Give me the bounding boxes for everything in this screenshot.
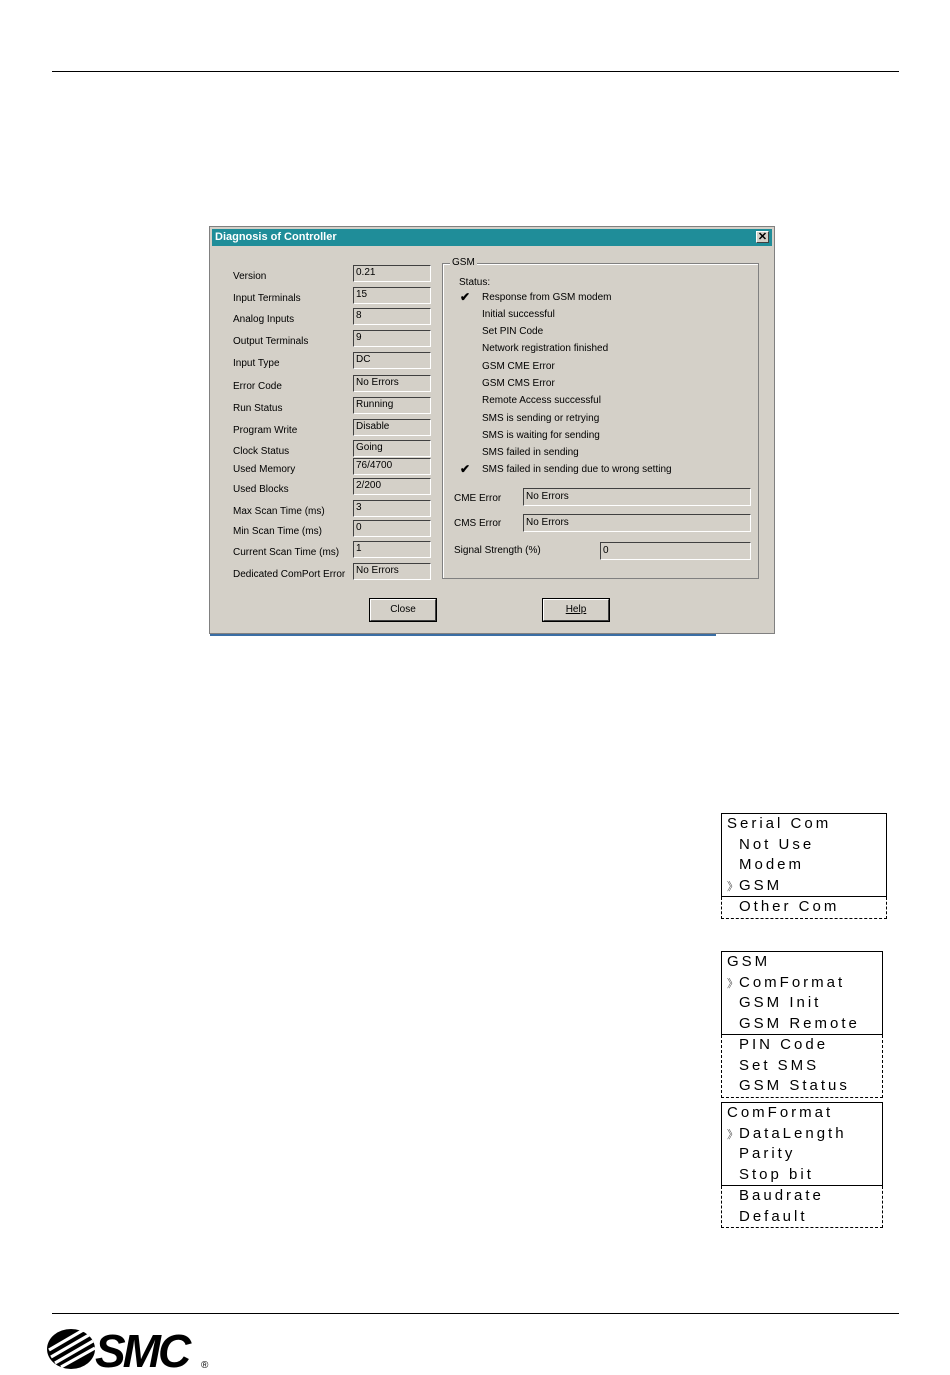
close-icon[interactable]: ✕: [757, 231, 768, 243]
lcd-menu-item-label: Set SMS: [739, 1056, 820, 1074]
lcd-menu-item-label: Baudrate: [739, 1187, 824, 1204]
field-value: 2/200: [353, 478, 431, 495]
gsm-status-item: SMS is sending or retrying: [482, 413, 600, 424]
lcd-visible-area: [721, 951, 883, 1035]
lcd-menu-item: [722, 952, 882, 973]
lcd-menu-item: [722, 993, 882, 1014]
field-value: No Errors: [353, 375, 431, 392]
diagnosis-dialog: [209, 226, 775, 634]
field-value: DC: [353, 352, 431, 369]
lcd-visible-area: [721, 1102, 883, 1186]
lcd-menu-item-label: GSM Status: [739, 1077, 850, 1094]
checkmark-icon: ✔: [460, 290, 471, 304]
gsm-status-item: Response from GSM modem: [482, 292, 612, 303]
field-label: Min Scan Time (ms): [233, 526, 322, 537]
cursor-icon: 》: [727, 1128, 738, 1141]
field-label: Current Scan Time (ms): [233, 547, 340, 558]
cursor-icon: 》: [727, 977, 738, 990]
lcd-hidden-area: [721, 1186, 883, 1228]
help-button[interactable]: Help: [543, 599, 609, 621]
lcd-menu-item: [722, 814, 886, 835]
lcd-menu-item: [722, 1144, 882, 1165]
dialog-title: Diagnosis of Controller: [215, 231, 337, 243]
cms-error-label: CMS Error: [454, 518, 502, 529]
field-label: Run Status: [233, 403, 283, 414]
gsm-status-item: SMS failed in sending: [482, 447, 579, 458]
lcd-menu-item: [722, 1103, 882, 1124]
field-label: Input Type: [233, 358, 280, 369]
field-label: Output Terminals: [233, 336, 309, 347]
smc-logo: [45, 1323, 215, 1370]
smc-logo-mark-icon: [45, 1323, 215, 1370]
cms-error-field: No Errors: [523, 514, 751, 532]
cme-error-label: CME Error: [454, 493, 502, 504]
field-label: Analog Inputs: [233, 314, 295, 325]
dialog-bottom-strip: [210, 634, 716, 636]
lcd-menu-item-label: ComFormat: [727, 1104, 834, 1121]
signal-strength-label: Signal Strength (%): [454, 545, 541, 556]
lcd-menu-item: [722, 1035, 882, 1056]
svg-text:®: ®: [201, 1360, 209, 1370]
field-value: Disable: [353, 419, 431, 436]
footer-rule: [52, 1313, 899, 1314]
close-button[interactable]: Close: [370, 599, 436, 621]
field-value: 1: [353, 541, 431, 558]
checkmark-icon: ✔: [460, 462, 471, 476]
gsm-status-item: GSM CME Error: [482, 361, 555, 372]
lcd-menu-item: [722, 855, 886, 876]
gsm-status-item: SMS is waiting for sending: [482, 430, 600, 441]
field-label: Error Code: [233, 381, 282, 392]
lcd-menu-item-label: ComFormat: [739, 973, 846, 991]
field-value: 15: [353, 287, 431, 304]
lcd-menu-item-label: GSM: [727, 953, 771, 970]
field-value: 9: [353, 330, 431, 347]
lcd-menu-item-label: Stop bit: [739, 1165, 814, 1183]
lcd-menu-item-label: PIN Code: [739, 1036, 829, 1053]
field-label: Input Terminals: [233, 293, 301, 304]
field-label: Dedicated ComPort Error: [233, 569, 346, 580]
svg-text:SMC: SMC: [95, 1325, 189, 1370]
lcd-serial-com-menu: [721, 813, 887, 919]
lcd-menu-item: [722, 897, 886, 918]
field-value: 0.21: [353, 265, 431, 282]
gsm-status-item: Remote Access successful: [482, 395, 601, 406]
lcd-menu-item: [722, 1165, 882, 1186]
gsm-status-item: Initial successful: [482, 309, 555, 320]
field-value: Going: [353, 440, 431, 457]
gsm-status-item: Set PIN Code: [482, 326, 544, 337]
lcd-menu-item-label: GSM: [739, 876, 783, 894]
lcd-menu-item: [722, 1056, 882, 1077]
field-value: 76/4700: [353, 458, 431, 475]
lcd-menu-item-label: GSM Remote: [739, 1014, 860, 1032]
lcd-menu-item: [722, 973, 882, 994]
lcd-menu-item-label: Parity: [739, 1145, 796, 1162]
header-rule: [52, 71, 899, 72]
lcd-menu-item: [722, 1014, 882, 1035]
field-value: 0: [353, 520, 431, 537]
field-value: Running: [353, 397, 431, 414]
lcd-menu-item-label: Serial Com: [727, 815, 832, 832]
field-value: 3: [353, 500, 431, 517]
field-value: No Errors: [353, 563, 431, 580]
lcd-menu-item: [722, 1124, 882, 1145]
field-value: 8: [353, 308, 431, 325]
lcd-menu-item-label: Default: [739, 1207, 808, 1225]
cursor-icon: 》: [727, 880, 738, 893]
gsm-status-item: Network registration finished: [482, 343, 609, 354]
lcd-menu-item-label: Other Com: [739, 898, 840, 915]
lcd-menu-item-label: DataLength: [739, 1124, 847, 1142]
lcd-hidden-area: [721, 897, 887, 919]
gsm-group-title: GSM: [452, 257, 475, 268]
field-label: Used Memory: [233, 464, 296, 475]
field-label: Max Scan Time (ms): [233, 506, 325, 517]
lcd-menu-item-label: Modem: [739, 856, 805, 873]
lcd-menu-item-label: GSM Init: [739, 994, 822, 1011]
lcd-menu-item: [722, 1186, 882, 1207]
lcd-menu-item: [722, 1076, 882, 1097]
cme-error-field: No Errors: [523, 488, 751, 506]
field-label: Clock Status: [233, 446, 290, 457]
lcd-visible-area: [721, 813, 887, 897]
lcd-menu-item: [722, 876, 886, 897]
lcd-hidden-area: [721, 1035, 883, 1098]
field-label: Used Blocks: [233, 484, 289, 495]
lcd-menu-item: [722, 835, 886, 856]
field-label: Program Write: [233, 425, 298, 436]
dialog-titlebar[interactable]: [212, 229, 772, 246]
field-label: Version: [233, 271, 267, 282]
lcd-menu-item: [722, 1207, 882, 1228]
signal-strength-field: 0: [600, 542, 751, 560]
lcd-menu-item-label: Not Use: [739, 835, 815, 853]
lcd-comformat-menu: [721, 1102, 883, 1228]
gsm-status-item: GSM CMS Error: [482, 378, 555, 389]
lcd-gsm-menu: [721, 951, 883, 1098]
gsm-status-label: Status:: [459, 277, 491, 288]
gsm-status-item: SMS failed in sending due to wrong setting: [482, 464, 672, 475]
